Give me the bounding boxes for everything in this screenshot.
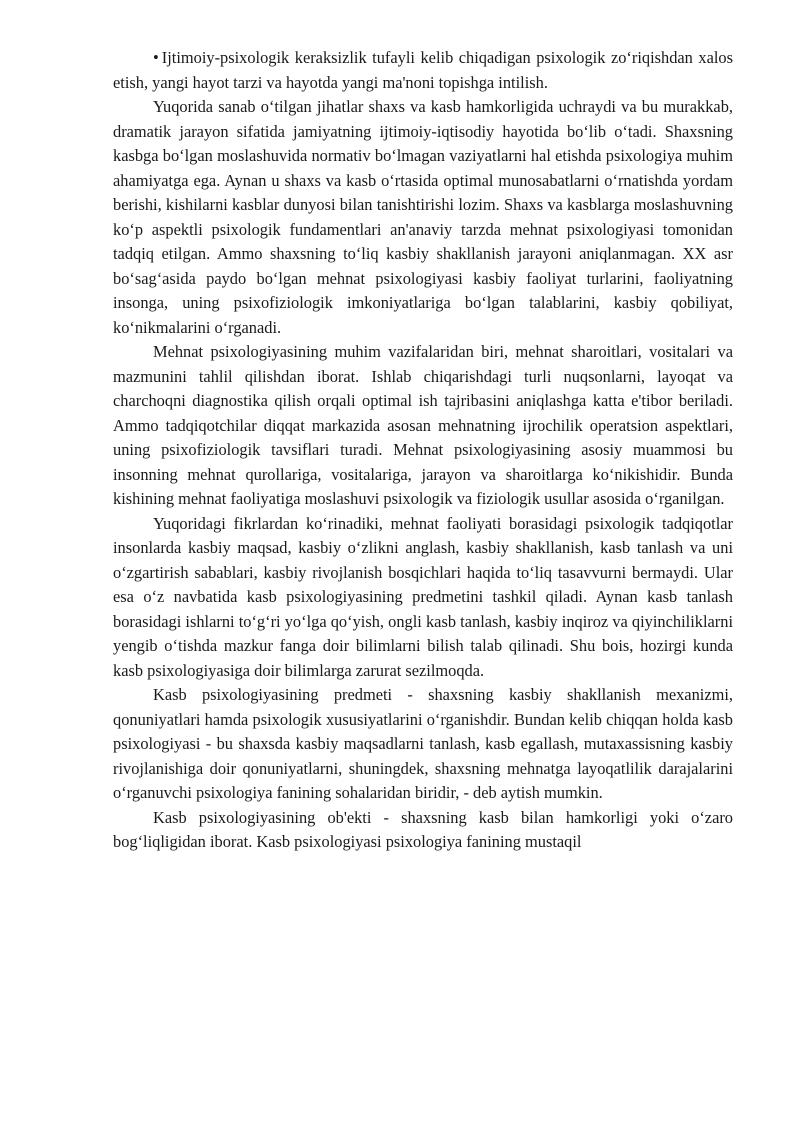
bullet-paragraph — [113, 46, 733, 95]
document-page — [113, 46, 733, 855]
bullet-text: Ijtimoiy-psixologik keraksizlik tufayli kelib chiqadigan psixologik zo‘riqishdan xalos etish, yangi hayot tarzi va hayotda yangi ma'noni topishga intilish. — [113, 48, 733, 92]
paragraph-4: Kasb psixologiyasining predmeti - shaxsning kasbiy shakllanish mexanizmi, qonuniyatlari hamda psixologik xususiyatlarini o‘rganishdir. Bundan kelib chiqqan holda kasb psixologiyasi - bu shaxsda kasbiy maqsadlarni tanlash, kasb egallash, mutaxassisning kasbiy rivojlanishiga doir qonuniyatlarni, shuningdek, shaxsning mehnatga layoqatlilik darajalarini o‘rganuvchi psixologiya fanining sohalaridan biridir, - deb aytish mumkin. — [113, 685, 733, 802]
paragraph-3: Yuqoridagi fikrlardan ko‘rinadiki, mehnat faoliyati borasidagi psixologik tadqiqotlar insonlarda kasbiy maqsad, kasbiy o‘zlikni anglash, kasbiy shakllanish, kasb tanlash va uni o‘zgartirish sabablari, kasbiy rivojlanish bosqichlari haqida to‘liq tasavvurni bermaydi. Ular esa o‘z navbatida kasb psixologiyasining predmetini tashkil qiladi. Aynan kasb tanlash borasidagi ishlarni to‘g‘ri yo‘lga qo‘yish, ongli kasb tanlash, kasbiy inqiroz va qiyinchiliklarni yengib o‘tishda mazkur fanga doir bilimlarni bilish talab qilinadi. Shu bois, hozirgi kunda kasb psixologiyasiga doir bilimlarga zarurat sezilmoqda. — [113, 513, 733, 680]
paragraph-5: Kasb psixologiyasining ob'ekti - shaxsning kasb bilan hamkorligi yoki o‘zaro bog‘liqligidan iborat. Kasb psixologiyasi psixologiya fanining mustaqil — [113, 807, 733, 851]
paragraph-1: Yuqorida sanab o‘tilgan jihatlar shaxs va kasb hamkorligida uchraydi va bu murakkab, dramatik jarayon sifatida jamiyatning ijtimoiy-iqtisodiy hayotida bo‘lib o‘tadi. Shaxsning kasbga bo‘lgan moslashuvida normativ bo‘lmagan vaziyatlarni hal etishda psixologiya muhim ahamiyatga ega. Aynan u shaxs va kasb o‘rtasida optimal munosabatlarni o‘rnatishda yordam berishi, kishilarni kasblar dunyosi bilan tanishtirishi lozim. Shaxs va kasblarga moslashuvning ko‘p aspektli psixologik fundamentlari an'anaviy tarzda mehnat psixologiyasi tomonidan tadqiq etilgan. Ammo shaxsning to‘liq kasbiy shakllanish jarayoni aniqlanmagan. XX asr bo‘sag‘asida paydo bo‘lgan mehnat psixologiyasi kasbiy faoliyat turlarini, faoliyatning insonga, uning psixofiziologik imkoniyatlariga bo‘lgan talablarini, kasbiy qobiliyat, ko‘nikmalarini o‘rganadi. — [113, 97, 733, 337]
bullet-icon: • — [153, 48, 159, 67]
paragraph-2: Mehnat psixologiyasining muhim vazifalaridan biri, mehnat sharoitlari, vositalari va mazmunini tahlil qilishdan iborat. Ishlab chiqarishdagi turli nuqsonlarni, layoqat va charchoqni diagnostika qilish orqali optimal ish tajribasini aniqlashga katta e'tibor beriladi. Ammo tadqiqotchilar diqqat markazida asosan mehnatning ijrochilik operatsion aspektlari, uning psixofiziologik tavsiflari turadi. Mehnat psixologiyasining asosiy muammosi bu insonning mehnat qurollariga, vositalariga, jarayon va sharoitlarga ko‘nikishidir. Bunda kishining mehnat faoliyatiga moslashuvi psixologik va fiziologik usullar asosida o‘rganilgan. — [113, 342, 733, 508]
